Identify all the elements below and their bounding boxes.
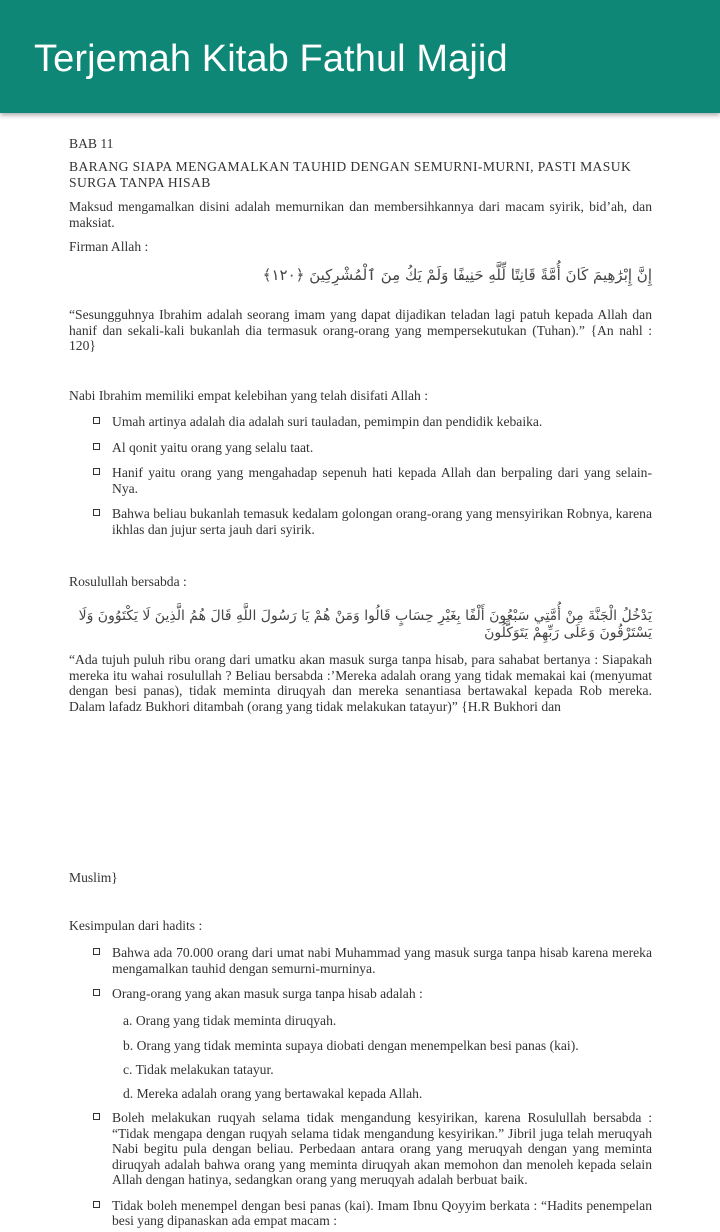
ibrahim-intro: Nabi Ibrahim memiliki empat kelebihan yang telah disifati Allah :: [69, 388, 429, 403]
ibrahim-points: [93, 414, 652, 537]
list-item: Hanif yaitu orang yang mengahadap sepenuh hati kepada Allah dan berpaling dari yang selain-Nya.: [93, 465, 652, 496]
rosul-label: Rosulullah bersabda :: [69, 574, 187, 589]
checkbox-bullet-icon: [93, 1201, 100, 1208]
list-item: Bahwa ada 70.000 orang dari umat nabi Muhammad yang masuk surga tanpa hisab karena mereka mengamalkan tauhid dengan semurni-murninya.: [93, 945, 652, 976]
kesimpulan-label: Kesimpulan dari hadits :: [69, 918, 203, 933]
intro-paragraph: Maksud mengamalkan disini adalah memurnikan dan membersihkannya dari macam syirik, bid’ah, dan maksiat.: [69, 199, 652, 230]
hadith-continuation: Muslim}: [69, 870, 118, 885]
list-item: Tidak boleh menempel dengan besi panas (kai). Imam Ibnu Qoyyim berkata : “Hadits penempelan besi yang dipanaskan ada empat macam :: [93, 1198, 652, 1229]
checkbox-bullet-icon: [93, 948, 100, 955]
checkbox-bullet-icon: [93, 1113, 100, 1120]
checkbox-bullet-icon: [93, 468, 100, 475]
app-bar: [0, 0, 720, 113]
chapter-heading: BARANG SIAPA MENGAMALKAN TAUHID DENGAN SEMURNI-MURNI, PASTI MASUK SURGA TANPA HISAB: [69, 159, 632, 190]
sub-item: d. Mereka adalah orang yang bertawakal kepada Allah.: [123, 1086, 423, 1101]
list-item: Umah artinya adalah dia adalah suri tauladan, pemimpin dan pendidik kebaika.: [93, 414, 652, 430]
checkbox-bullet-icon: [93, 509, 100, 516]
hadith-translation: “Ada tujuh puluh ribu orang dari umatku akan masuk surga tanpa hisab, para sahabat bertanya : Siapakah mereka itu wahai rosulullah ? Beliau bersabda :’Mereka adalah orang yang tidak memakai kai (menyumat dengan besi panas), tidak meminta diruqyah dan mereka senantiasa bertawakal kepada Rob mereka. Dalam lafadz Bukhori ditambah (orang yang tidak melakukan tatayur)” {H.R Bukhori dan: [69, 652, 652, 714]
ayat-arabic: إِنَّ إِبْرَٰهِيمَ كَانَ أُمَّةً قَانِتًا لِّلَّهِ حَنِيفًا وَلَمْ يَكُ مِنَ ٱلْمُشْرِكِينَ ﴿١٢٠﴾: [262, 266, 652, 284]
app-title: Terjemah Kitab Fathul Majid: [34, 38, 508, 80]
list-item: Bahwa beliau bukanlah temasuk kedalam golongan orang-orang yang mensyirikan Robnya, karena ikhlas dan jujur serta jauh dari syirik.: [93, 506, 652, 537]
kesimpulan-points: [93, 945, 652, 1002]
checkbox-bullet-icon: [93, 443, 100, 450]
sub-item: b. Orang yang tidak meminta supaya diobati dengan menempelkan besi panas (kai).: [123, 1038, 579, 1053]
list-item: Al qonit yaitu orang yang selalu taat.: [93, 440, 652, 456]
list-item: Orang-orang yang akan masuk surga tanpa hisab adalah :: [93, 986, 652, 1002]
checkbox-bullet-icon: [93, 417, 100, 424]
sub-item: a. Orang yang tidak meminta diruqyah.: [123, 1013, 337, 1028]
firman-label: Firman Allah :: [69, 239, 149, 254]
more-points: [93, 1110, 652, 1229]
hadith-arabic: يَدْخُلُ الْجَنَّةَ مِنْ أُمَّتِي سَبْعُونَ أَلْفًا بِغَيْرِ حِسَابٍ قَالُوا وَمَنْ هُمْ يَا رَسُولَ اللَّهِ قَالَ هُمُ الَّذِينَ لَا يَكْتَوُونَ وَلَا يَسْتَرْقُونَ وَعَلَى رَبِّهِمْ يَتَوَكَّلُونَ: [78, 608, 652, 641]
sub-item: c. Tidak melakukan tatayur.: [123, 1062, 274, 1077]
ayat-translation: “Sesungguhnya Ibrahim adalah seorang imam yang dapat dijadikan teladan lagi patuh kepada Allah dan hanif dan sekali-kali bukanlah dia termasuk orang-orang yang mempersekutukan (Tuhan).” {An nahl : 120}: [69, 307, 652, 353]
list-item: Boleh melakukan ruqyah selama tidak mengandung kesyirikan, karena Rosulullah bersabda : “Tidak mengapa dengan ruqyah selama tidak mengandung kesyirikan.” Jibril juga telah meruqyah Nabi begitu pula dengan beliau. Perbedaan antara orang yang meruqyah dengan yang meminta diruqyah adalah bahwa orang yang meminta diruqyah akan memohon dan menoleh kepada selain Allah dengan hatinya, sedangkan orang yang meruqyah adalah berbuat baik.: [93, 1110, 652, 1188]
chapter-number: BAB 11: [69, 136, 114, 151]
checkbox-bullet-icon: [93, 989, 100, 996]
